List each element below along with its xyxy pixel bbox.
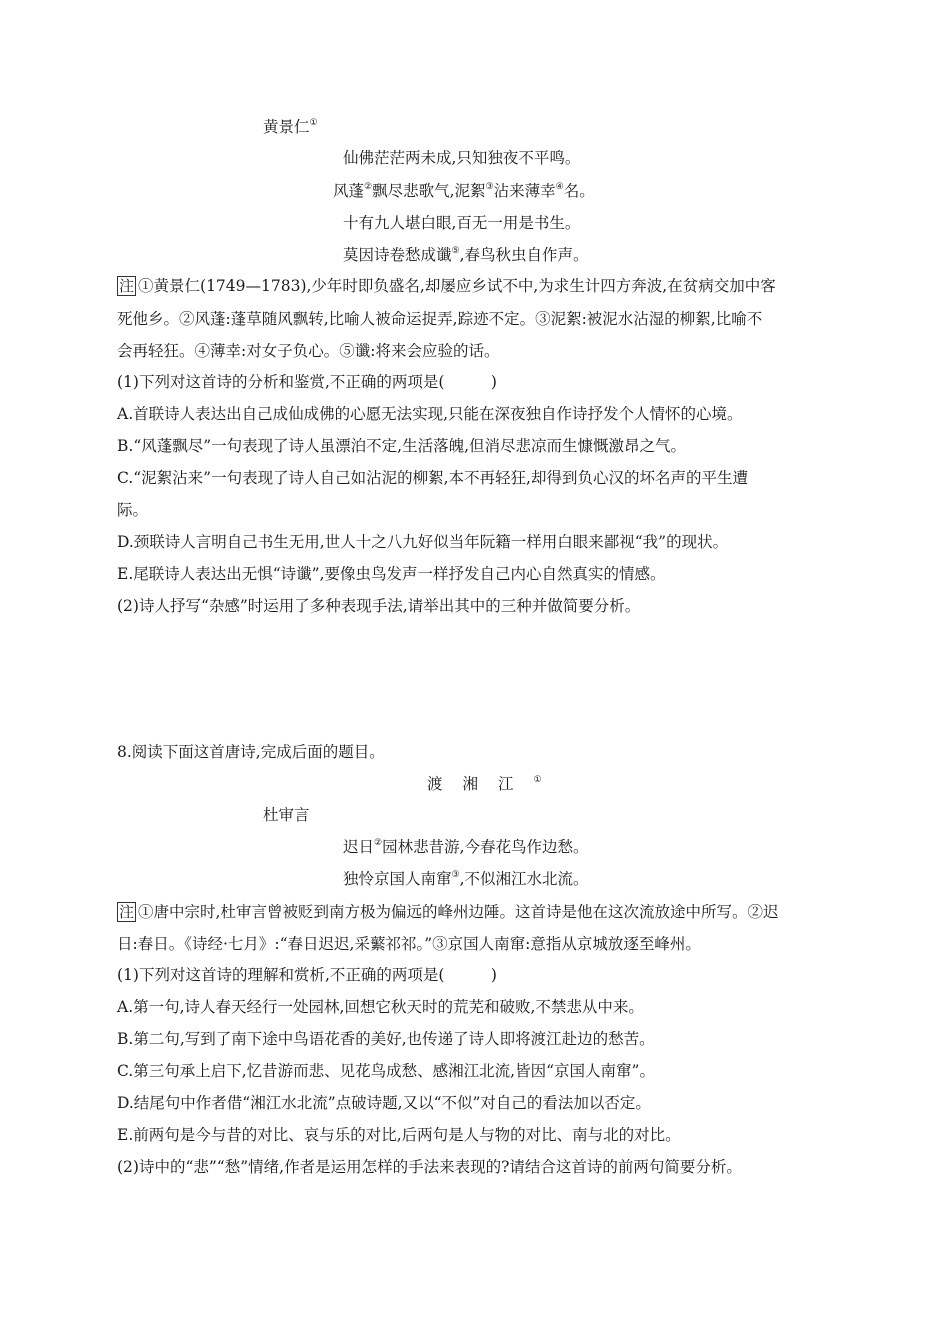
poem1-line-2: 风蓬②飘尽悲歌气,泥絮③沾来薄幸④名。 [333,181,595,200]
q8-prompt: 8.阅读下面这首唐诗,完成后面的题目。 [117,743,385,761]
q8-option-c: C.第三句承上启下,忆昔游而悲、见花鸟成愁、感湘江北流,皆因“京国人南窜”。 [117,1062,655,1080]
poem1-question-1: (1)下列对这首诗的分析和鉴赏,不正确的两项是( ) [117,373,497,391]
q8-option-a: A.第一句,诗人春天经行一处园林,回想它秋天时的荒芜和破败,不禁悲从中来。 [117,998,644,1016]
note-ref: ② [374,837,383,848]
note-ref: ③ [485,181,494,192]
q8-option-b: B.第二句,写到了南下途中鸟语花香的美好,也传递了诗人即将渡江赴边的愁苦。 [117,1030,655,1048]
poem1-line-3: 十有九人堪白眼,百无一用是书生。 [343,214,581,232]
q8-poem-line-1: 迟日②园林悲昔游,今春花鸟作边愁。 [343,837,589,856]
note-mark: 注 [119,903,135,921]
note-ref: ⑤ [451,245,460,256]
q8-poem-title: 渡湘江① [427,774,562,793]
poem1-option-b: B.“风蓬飘尽”一句表现了诗人虽漂泊不定,生活落魄,但消尽悲凉而生慷慨激昂之气。 [117,437,687,455]
q8-option-e: E.前两句是今与昔的对比、哀与乐的对比,后两句是人与物的对比、南与北的对比。 [117,1126,681,1144]
note-mark: 注 [119,277,135,295]
poem1-option-a: A.首联诗人表达出自己成仙成佛的心愿无法实现,只能在深夜独自作诗抒发个人情怀的心境。 [117,405,743,423]
q8-note-line-2: 日:春日。《诗经·七月》:“春日迟迟,采蘩祁祁。”③京国人南窜:意指从京城放逐至峰州。 [117,935,701,953]
note-ref: ③ [451,869,460,880]
note-ref: ④ [555,181,564,192]
q8-question-1: (1)下列对这首诗的理解和赏析,不正确的两项是( ) [117,966,497,984]
poem1-option-c-cont: 际。 [117,501,149,519]
q8-question-2: (2)诗中的“悲”“愁”情绪,作者是运用怎样的手法来表现的?请结合这首诗的前两句简要分析。 [117,1158,742,1176]
poem1-note-line-3: 会再轻狂。④薄幸:对女子负心。⑤谶:将来会应验的话。 [117,342,500,360]
q8-poem-author: 杜审言 [263,806,310,824]
poem1-question-2: (2)诗人抒写“杂感”时运用了多种表现手法,请举出其中的三种并做简要分析。 [117,597,641,615]
poem1-line-1: 仙佛茫茫两未成,只知独夜不平鸣。 [343,149,581,167]
q8-poem-line-2: 独怜京国人南窜③,不似湘江水北流。 [343,869,589,888]
poem1-option-c: C.“泥絮沾来”一句表现了诗人自己如沾泥的柳絮,本不再轻狂,却得到负心汉的坏名声的平生遭 [117,469,748,487]
poem1-note-line-1: 注 ①黄景仁(1749—1783),少年时即负盛名,却屡应乡试不中,为求生计四方奔波,在贫病交加中客 [119,277,776,295]
poem1-line-4: 莫因诗卷愁成谶⑤,春鸟秋虫自作声。 [343,245,589,264]
q8-option-d: D.结尾句中作者借“湘江水北流”点破诗题,又以“不似”对自己的看法加以否定。 [117,1094,651,1112]
poem1-author: 黄景仁① [263,117,318,136]
q8-note-line-1: 注 ①唐中宗时,杜审言曾被贬到南方极为偏远的峰州边陲。这首诗是他在这次流放途中所写。②迟 [119,903,779,921]
note-ref: ② [364,181,373,192]
poem1-note-line-2: 死他乡。②风蓬:蓬草随风飘转,比喻人被命运捉弄,踪迹不定。③泥絮:被泥水沾湿的柳絮,比喻不 [117,310,763,328]
poem1-option-e: E.尾联诗人表达出无惧“诗谶”,要像虫鸟发声一样抒发自己内心自然真实的情感。 [117,565,666,583]
poem1-option-d: D.颈联诗人言明自己书生无用,世人十之八九好似当年阮籍一样用白眼来鄙视“我”的现状。 [117,533,729,551]
